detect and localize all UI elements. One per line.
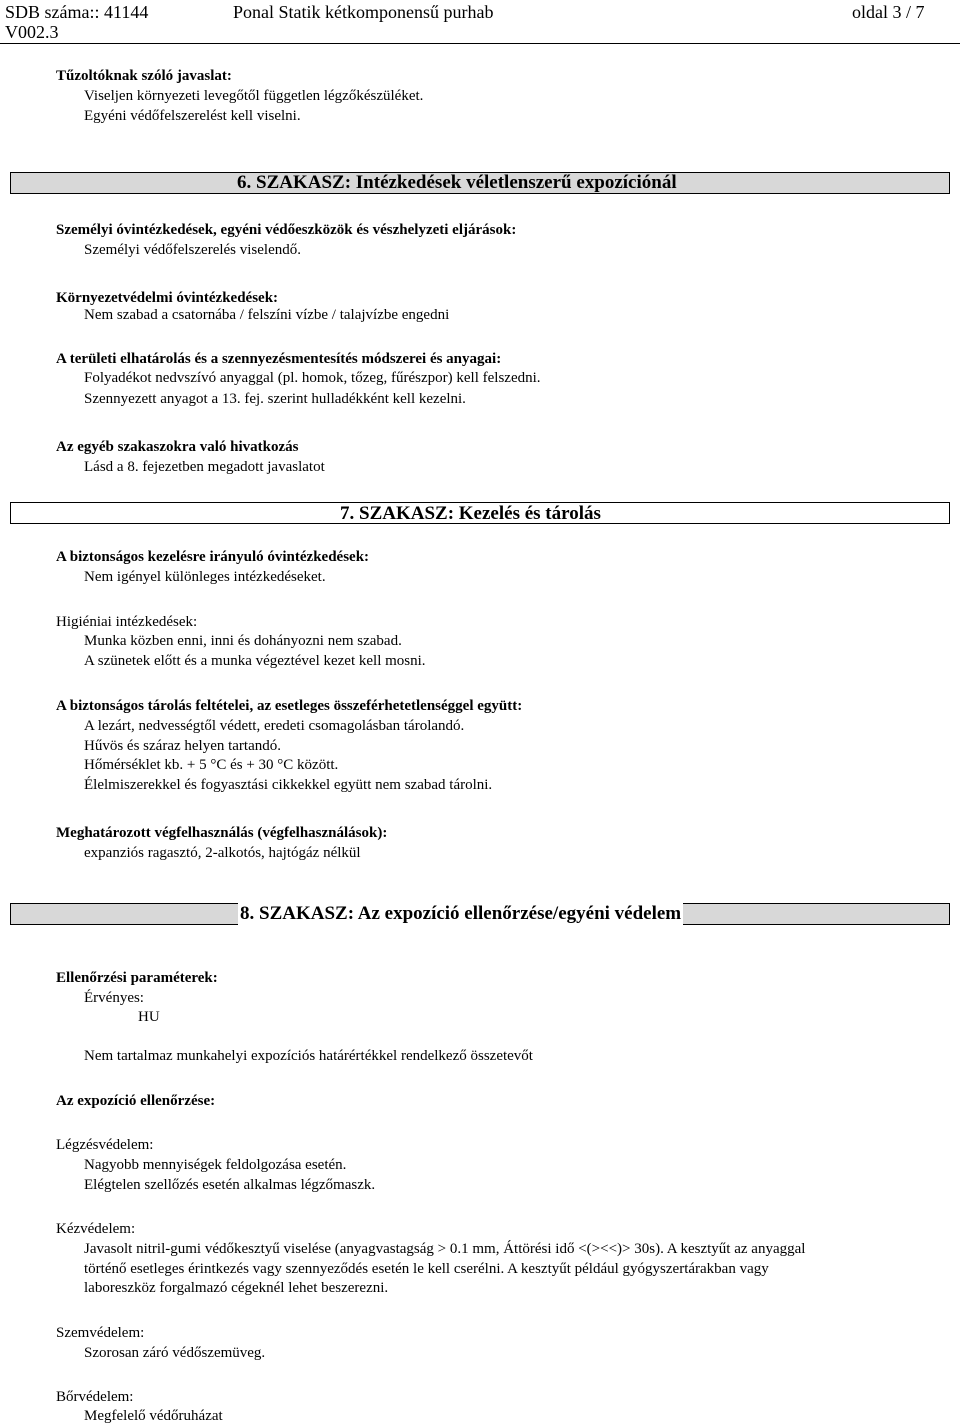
hygiene-line-1: Munka közben enni, inni és dohányozni nem szabad.	[84, 633, 402, 649]
hand-line-3: laboreszköz forgalmazó cégeknél lehet beszerezni.	[84, 1280, 389, 1296]
eye-label: Szemvédelem:	[56, 1325, 145, 1341]
safe-handling-line-1: Nem igényel különleges intézkedéseket.	[84, 569, 326, 585]
sdb-number: SDB száma:: 41144	[5, 2, 149, 22]
section-7-title: 7. SZAKASZ: Kezelés és tárolás	[340, 503, 601, 524]
version: V002.3	[5, 22, 59, 42]
control-params-heading: Ellenőrzési paraméterek:	[56, 970, 218, 986]
respiratory-label: Légzésvédelem:	[56, 1137, 154, 1153]
valid-value: HU	[138, 1009, 160, 1025]
respiratory-line-1: Nagyobb mennyiségek feldolgozása esetén.	[84, 1157, 347, 1173]
section-6-title: 6. SZAKASZ: Intézkedések véletlenszerű expozíciónál	[237, 172, 677, 193]
firefighters-line-2: Egyéni védőfelszerelést kell viselni.	[84, 108, 301, 124]
skin-label: Bőrvédelem:	[56, 1389, 134, 1405]
storage-line-2: Hűvös és száraz helyen tartandó.	[84, 738, 282, 754]
storage-line-3: Hőmérséklet kb. + 5 °C és + 30 °C között.	[84, 757, 339, 773]
control-params-note: Nem tartalmaz munkahelyi expozíciós határértékkel rendelkező összetevőt	[84, 1048, 533, 1064]
storage-line-1: A lezárt, nedvességtől védett, eredeti csomagolásban tárolandó.	[84, 718, 465, 734]
firefighters-line-1: Viseljen környezeti levegőtől független légzőkészüléket.	[84, 88, 424, 104]
end-use-line-1: expanziós ragasztó, 2-alkotós, hajtógáz nélkül	[84, 845, 361, 861]
header-rule	[0, 43, 960, 44]
hygiene-heading: Higiéniai intézkedések:	[56, 614, 198, 630]
personal-precautions-line-1: Személyi védőfelszerelés viselendő.	[84, 242, 302, 258]
hand-label: Kézvédelem:	[56, 1221, 136, 1237]
containment-line-2: Szennyezett anyagot a 13. fej. szerint hulladékként kell kezelni.	[84, 391, 466, 407]
end-use-heading: Meghatározott végfelhasználás (végfelhasználások):	[56, 825, 388, 841]
firefighters-heading: Tűzoltóknak szóló javaslat:	[56, 68, 232, 84]
page-number: oldal 3 / 7	[852, 2, 925, 22]
safe-handling-heading: A biztonságos kezelésre irányuló óvintézkedések:	[56, 549, 370, 565]
hand-line-2: történő esetleges érintkezés vagy szennyeződés esetén le kell cserélni. A kesztyűt például gyógyszertárakban vagy	[84, 1261, 769, 1277]
storage-line-4: Élelmiszerekkel és fogyasztási cikkekkel együtt nem szabad tárolni.	[84, 777, 493, 793]
environment-heading: Környezetvédelmi óvintézkedések:	[56, 290, 279, 306]
containment-line-1: Folyadékot nedvszívó anyaggal (pl. homok, tőzeg, fűrészpor) kell felszedni.	[84, 370, 541, 386]
reference-heading: Az egyéb szakaszokra való hivatkozás	[56, 439, 299, 455]
hand-line-1: Javasolt nitril-gumi védőkesztyű viselése (anyagvastagság > 0.1 mm, Áttörési idő <(><<)> 30s). A kesztyűt az anyaggal	[84, 1241, 806, 1257]
hygiene-line-2: A szünetek előtt és a munka végeztével kezet kell mosni.	[84, 653, 426, 669]
personal-precautions-heading: Személyi óvintézkedések, egyéni védőeszközök és vészhelyzeti eljárások:	[56, 222, 517, 238]
storage-heading: A biztonságos tárolás feltételei, az esetleges összeférhetetlenséggel együtt:	[56, 698, 523, 714]
reference-line-1: Lásd a 8. fejezetben megadott javaslatot	[84, 459, 325, 475]
containment-heading: A területi elhatárolás és a szennyezésmentesítés módszerei és anyagai:	[56, 351, 502, 367]
eye-line-1: Szorosan záró védőszemüveg.	[84, 1345, 266, 1361]
skin-line-1: Megfelelő védőruházat	[84, 1408, 223, 1424]
respiratory-line-2: Elégtelen szellőzés esetén alkalmas légzőmaszk.	[84, 1177, 376, 1193]
valid-label: Érvényes:	[84, 990, 144, 1006]
product-name: Ponal Statik kétkomponensű purhab	[233, 2, 494, 22]
environment-line-1: Nem szabad a csatornába / felszíni vízbe / talajvízbe engedni	[84, 307, 450, 323]
section-8-title: 8. SZAKASZ: Az expozíció ellenőrzése/egyéni védelem	[240, 903, 682, 924]
exposure-control-heading: Az expozíció ellenőrzése:	[56, 1093, 216, 1109]
